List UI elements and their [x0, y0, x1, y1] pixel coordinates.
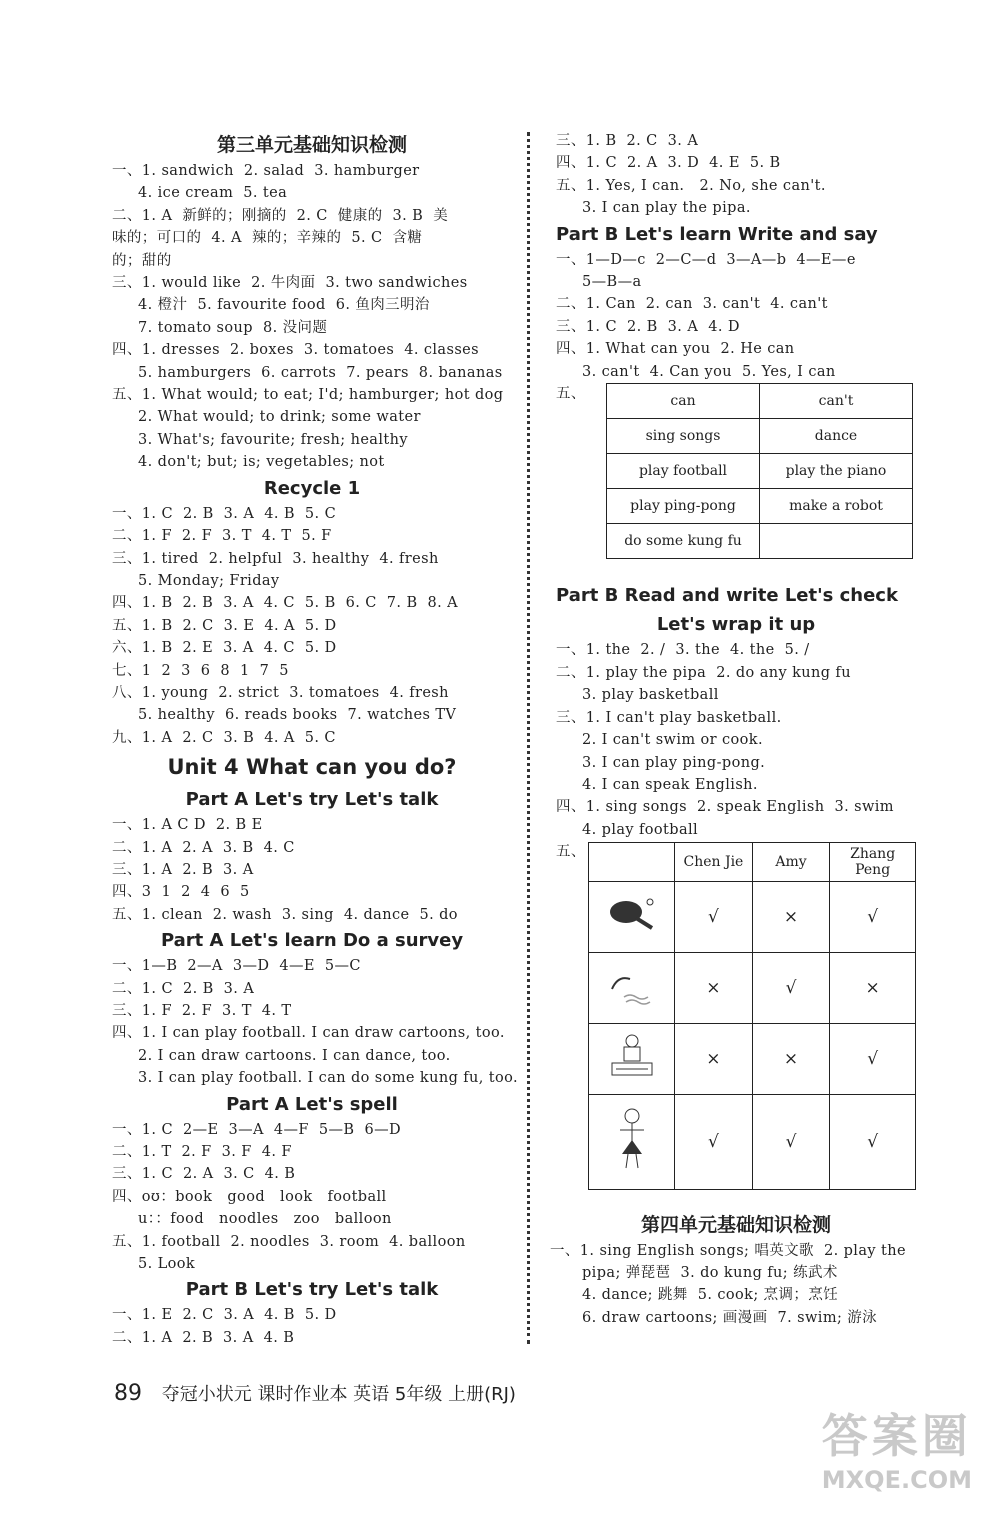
page-footer [114, 1380, 516, 1406]
answer-line: 五、1. clean 2. wash 3. sing 4. dance 5. do [112, 906, 458, 923]
heading-part-b-learn: Part B Let's learn Write and say [556, 223, 878, 245]
table-header-cell [589, 842, 675, 881]
answer-line: 五、1. B 2. C 3. E 4. A 5. D [112, 617, 337, 634]
table-header-cell: Chen Jie [675, 842, 753, 881]
table-cell: × [675, 952, 753, 1023]
heading-unit3-test: 第三单元基础知识检测 [216, 134, 407, 156]
answer-line: 6. draw cartoons; 画漫画 7. swim; 游泳 [582, 1309, 878, 1326]
answer-line: 7. tomato soup 8. 没问题 [138, 319, 328, 336]
table-cell: play ping-pong [607, 489, 760, 524]
column-divider [527, 132, 530, 1344]
heading-part-a-try: Part A Let's try Let's talk [185, 789, 439, 811]
dance-icon [589, 1094, 675, 1189]
table-cell: × [752, 881, 830, 952]
table-header-cell: can't [760, 384, 913, 419]
answer-line: 五、1. What would; to eat; I'd; hamburger; hot dog [112, 387, 504, 404]
table-cell: do some kung fu [607, 524, 760, 559]
answer-line: 三、1. F 2. F 3. T 4. T [112, 1003, 292, 1019]
answer-line: 四、3 1 2 4 6 5 [112, 884, 250, 901]
table-header-cell: can [607, 384, 760, 419]
answer-line: 4. play football [582, 821, 699, 838]
table-cell: sing songs [607, 419, 760, 454]
survey-table [588, 842, 916, 1190]
table-cell: × [830, 952, 916, 1023]
answer-line: 四、1. What can you 2. He can [556, 341, 795, 358]
answer-line: 八、1. young 2. strict 3. tomatoes 4. fresh [112, 684, 449, 701]
table-cell: √ [752, 1094, 830, 1189]
answer-line: 四、oʊ：book good look football [112, 1188, 387, 1205]
page-number: 89 [114, 1381, 142, 1406]
table-cell: √ [830, 1094, 916, 1189]
cook-icon [589, 1023, 675, 1094]
answer-line: 一、1. sing English songs; 唱英文歌 2. play the [550, 1242, 906, 1259]
table-cell: × [675, 1023, 753, 1094]
answer-line: 3. I can play ping-pong. [582, 754, 766, 771]
answer-line: 三、1. tired 2. helpful 3. healthy 4. fresh [112, 550, 439, 567]
swim-icon [589, 952, 675, 1023]
right-column [550, 130, 916, 1329]
answer-line: 5. healthy 6. reads books 7. watches TV [138, 707, 457, 724]
answer-line: 三、1. A 2. B 3. A [112, 861, 254, 878]
answer-line: 4. dance; 跳舞 5. cook; 烹调；烹饪 [582, 1287, 839, 1304]
answer-line: 一、1—D—c 2—C—d 3—A—b 4—E—e [556, 251, 856, 268]
answer-line: 4. don't; but; is; vegetables; not [138, 454, 385, 471]
book-title: 夺冠小状元 课时作业本 英语 5年级 上册(RJ) [161, 1384, 516, 1405]
watermark-logo [822, 1400, 972, 1494]
answer-line: 五、1. Yes, I can. 2. No, she can't. [556, 177, 826, 194]
answer-line: 一、1. the 2. / 3. the 4. the 5. / [556, 642, 810, 659]
table-cell: play football [607, 454, 760, 489]
table-cell: play the piano [760, 454, 913, 489]
answer-line: 2. What would; to drink; some water [138, 409, 421, 426]
answer-line: 一、1. E 2. C 3. A 4. B 5. D [112, 1307, 337, 1324]
answer-line: 二、1. play the pipa 2. do any kung fu [556, 664, 851, 681]
heading-part-b-try: Part B Let's try Let's talk [185, 1279, 439, 1301]
answer-line: 七、1 2 3 6 8 1 7 5 [112, 662, 289, 679]
answer-line: 4. ice cream 5. tea [138, 185, 288, 202]
watermark-url: MXQE.COM [821, 1466, 972, 1494]
answer-line: 四、1. I can play football. I can draw cartoons, too. [112, 1025, 505, 1042]
heading-part-b-read: Part B Read and write Let's check [556, 585, 898, 607]
answer-line: 一、1. C 2—E 3—A 4—F 5—B 6—D [112, 1121, 402, 1138]
answer-line: 的；甜的 [112, 252, 172, 269]
answer-line: 四、1. dresses 2. boxes 3. tomatoes 4. classes [112, 342, 479, 359]
answer-line: 2. I can draw cartoons. I can dance, too. [138, 1047, 451, 1064]
table-cell: √ [675, 1094, 753, 1189]
answer-line: 味的；可口的 4. A 辣的；辛辣的 5. C 含糖 [112, 230, 423, 247]
heading-part-a-spell: Part A Let's spell [226, 1093, 398, 1115]
answer-line: 一、1—B 2—A 3—D 4—E 5—C [112, 958, 361, 975]
answer-line: 三、1. would like 2. 牛肉面 3. two sandwiches [112, 275, 468, 292]
table-header-cell: Amy [752, 842, 830, 881]
watermark-text: 答案圈 [821, 1409, 972, 1463]
answer-line: 三、1. B 2. C 3. A [556, 133, 699, 149]
answer-line: 三、1. I can't play basketball. [556, 709, 782, 726]
answer-line: 4. 橙汁 5. favourite food 6. 鱼肉三明治 [138, 297, 430, 314]
answer-line: 二、1. A 2. A 3. B 4. C [112, 839, 295, 856]
answer-line: u：：food noodles zoo balloon [138, 1211, 392, 1228]
answer-line: pipa; 弹琵琶 3. do kung fu; 练武术 [582, 1264, 838, 1281]
answer-line: 五、1. football 2. noodles 3. room 4. balloon [112, 1233, 466, 1250]
answer-line: 3. I can play the pipa. [582, 200, 751, 217]
answer-line: 4. I can speak English. [582, 776, 758, 793]
answer-line: 5. hamburgers 6. carrots 7. pears 8. bananas [138, 364, 503, 381]
answer-line: 二、1. Can 2. can 3. can't 4. can't [556, 296, 828, 313]
can-cant-table [606, 383, 913, 559]
section-label: 五、 [556, 844, 586, 861]
answer-line: 二、1. A 新鲜的；刚摘的 2. C 健康的 3. B 美 [112, 207, 449, 224]
answer-line: 二、1. F 2. F 3. T 4. T 5. F [112, 528, 332, 545]
answer-line: 3. I can play football. I can do some kung fu, too. [138, 1070, 519, 1087]
answer-line: 三、1. C 2. B 3. A 4. D [556, 318, 740, 335]
answer-line: 3. play basketball [582, 687, 719, 704]
table-header-cell: Zhang Peng [830, 842, 916, 881]
answer-line: 一、1. A C D 2. B E [112, 817, 263, 834]
answer-line: 四、1. C 2. A 3. D 4. E 5. B [556, 155, 781, 172]
table-cell: √ [752, 952, 830, 1023]
heading-recycle: Recycle 1 [263, 477, 361, 499]
answer-line: 三、1. C 2. A 3. C 4. B [112, 1166, 296, 1183]
answer-line: 一、1. sandwich 2. salad 3. hamburger [112, 163, 420, 179]
heading-unit4-test: 第四单元基础知识检测 [640, 1213, 831, 1236]
table-cell: √ [830, 1023, 916, 1094]
answer-line: 九、1. A 2. C 3. B 4. A 5. C [112, 729, 336, 746]
answer-line: 5. Monday; Friday [138, 572, 280, 589]
ping-pong-icon [589, 881, 675, 952]
answer-line: 二、1. T 2. F 3. F 4. F [112, 1144, 292, 1161]
table-cell: make a robot [760, 489, 913, 524]
answer-line: 二、1. A 2. B 3. A 4. B [112, 1329, 295, 1346]
table-cell: × [752, 1023, 830, 1094]
answer-line: 二、1. C 2. B 3. A [112, 980, 255, 997]
table-cell: √ [675, 881, 753, 952]
answer-line: 四、1. B 2. B 3. A 4. C 5. B 6. C 7. B 8. A [112, 595, 459, 612]
section-label: 五、 [556, 386, 586, 403]
table-cell [760, 524, 913, 559]
answer-line: 3. can't 4. Can you 5. Yes, I can [582, 363, 836, 380]
answer-line: 四、1. sing songs 2. speak English 3. swim [556, 799, 894, 816]
table-cell: dance [760, 419, 913, 454]
answer-line: 六、1. B 2. E 3. A 4. C 5. D [112, 640, 337, 657]
answer-line: 5—B—a [582, 274, 642, 291]
answer-line: 一、1. C 2. B 3. A 4. B 5. C [112, 505, 337, 522]
answer-line: 3. What's; favourite; fresh; healthy [138, 431, 408, 448]
answer-line: 2. I can't swim or cook. [582, 732, 764, 749]
heading-wrap-it-up: Let's wrap it up [656, 614, 816, 636]
answer-line: 5. Look [138, 1256, 196, 1273]
heading-unit4: Unit 4 What can you do? [167, 755, 457, 780]
heading-part-a-learn: Part A Let's learn Do a survey [160, 930, 464, 952]
left-column [112, 130, 519, 1349]
table-cell: √ [830, 881, 916, 952]
